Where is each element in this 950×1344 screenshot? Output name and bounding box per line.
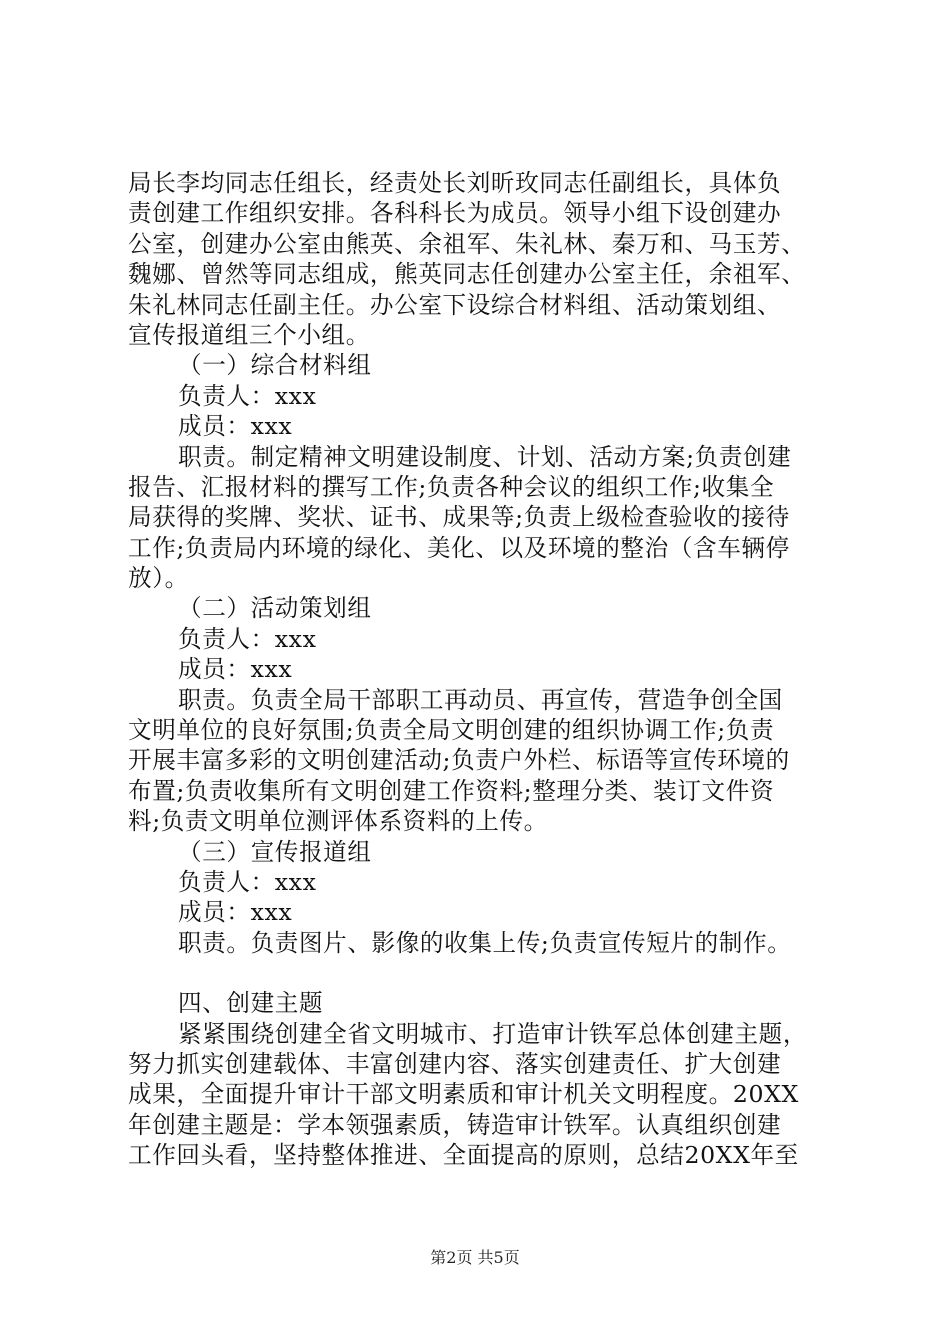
text-line: 职责。负责全局干部职工再动员、再宣传，营造争创全国 xyxy=(178,685,783,714)
text-line: 负责人：xxx xyxy=(178,624,317,653)
text-line: 职责。制定精神文明建设制度、计划、活动方案;负责创建 xyxy=(178,442,792,471)
text-line: 文明单位的良好氛围;负责全局文明创建的组织协调工作;负责 xyxy=(128,716,775,745)
paragraph-block xyxy=(128,168,846,958)
text-line: 职责。负责图片、影像的收集上传;负责宣传短片的制作。 xyxy=(178,928,792,957)
text-line: 年创建主题是：学本领强素质，铸造审计铁军。认真组织创建 xyxy=(128,1110,782,1139)
text-line: 开展丰富多彩的文明创建活动;负责户外栏、标语等宣传环境的 xyxy=(128,746,790,775)
text-line: （三）宣传报道组 xyxy=(178,837,372,866)
text-line: 工作回头看，坚持整体推进、全面提高的原则，总结20XX年至 xyxy=(128,1141,799,1170)
text-line: 魏娜、曾然等同志组成，熊英同志任创建办公室主任，余祖军、 xyxy=(128,260,806,289)
text-line: 料;负责文明单位测评体系资料的上传。 xyxy=(128,807,548,836)
page-footer: 第2页 共5页 xyxy=(430,1248,520,1267)
text-line: 成员：xxx xyxy=(178,412,293,441)
text-line: 放）。 xyxy=(128,564,189,593)
text-line: 公室，创建办公室由熊英、余祖军、朱礼林、秦万和、马玉芳、 xyxy=(128,229,806,258)
text-line: 成员：xxx xyxy=(178,898,293,927)
text-line: 负责人：xxx xyxy=(178,381,317,410)
text-line: 四、创建主题 xyxy=(178,989,324,1018)
text-line: 成员：xxx xyxy=(178,655,293,684)
text-line: 局获得的奖牌、奖状、证书、成果等;负责上级检查验收的接待 xyxy=(128,503,790,532)
text-line: 局长李均同志任组长，经责处长刘昕玫同志任副组长，具体负 xyxy=(128,169,782,197)
text-line: 布置;负责收集所有文明创建工作资料;整理分类、装订文件资 xyxy=(128,776,775,805)
section-gap xyxy=(128,958,846,988)
document-body xyxy=(128,168,846,1171)
text-line: （二）活动策划组 xyxy=(178,594,372,623)
text-line: 报告、汇报材料的撰写工作;负责各种会议的组织工作;收集全 xyxy=(128,472,775,501)
paragraph-block-section-four xyxy=(128,988,846,1170)
text-line: 朱礼林同志任副主任。办公室下设综合材料组、活动策划组、 xyxy=(128,290,782,319)
text-line: 成果，全面提升审计干部文明素质和审计机关文明程度。20XX xyxy=(128,1080,799,1109)
text-line: 努力抓实创建载体、丰富创建内容、落实创建责任、扩大创建 xyxy=(128,1049,782,1078)
text-line: 负责人：xxx xyxy=(178,867,317,896)
text-line: 紧紧围绕创建全省文明城市、打造审计铁军总体创建主题， xyxy=(178,1019,808,1048)
text-line: （一）综合材料组 xyxy=(178,351,372,380)
text-line: 工作;负责局内环境的绿化、美化、以及环境的整治（含车辆停 xyxy=(128,533,790,562)
text-line: 宣传报道组三个小组。 xyxy=(128,320,370,349)
text-line: 责创建工作组织安排。各科科长为成员。领导小组下设创建办 xyxy=(128,199,782,228)
